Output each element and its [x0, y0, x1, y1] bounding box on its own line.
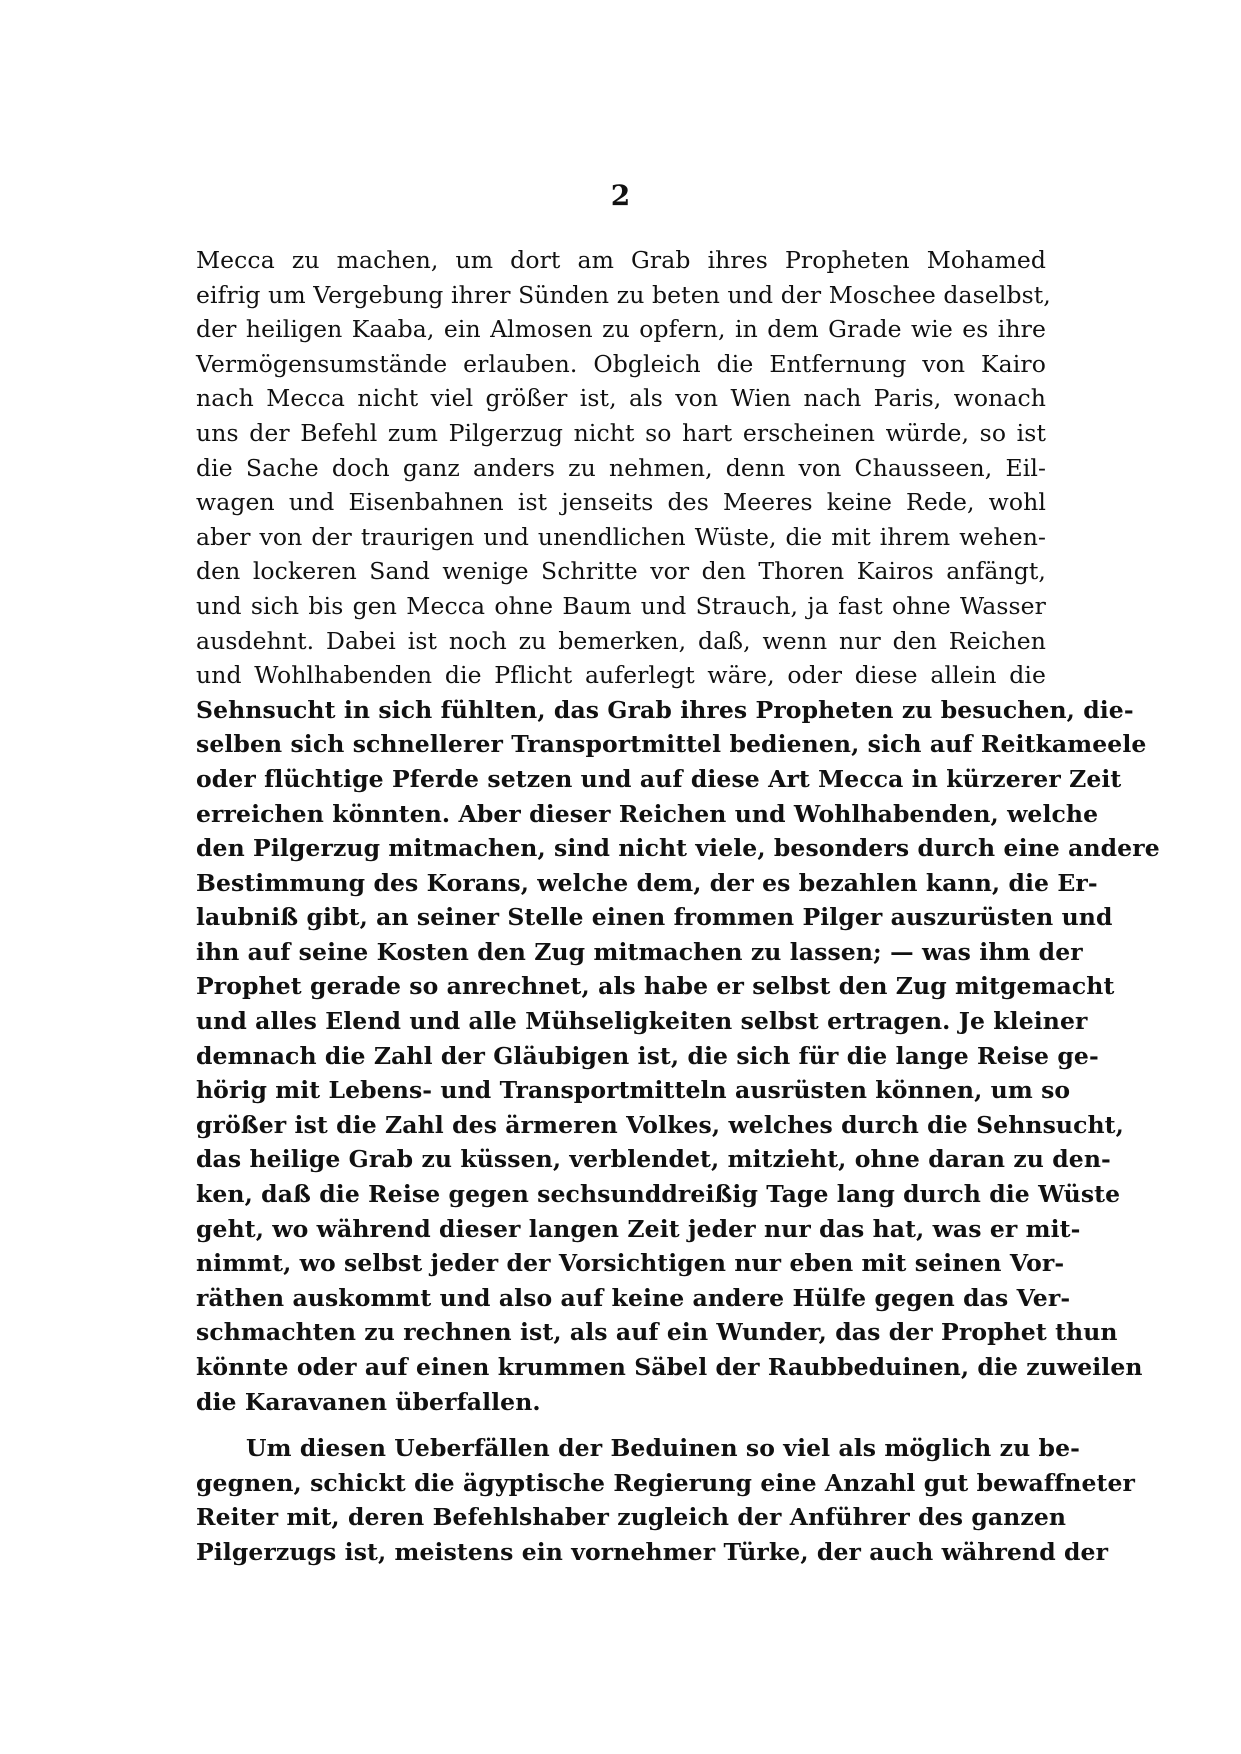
- text-line: laubniß gibt, an seiner Stelle einen frommen Pilger auszurüsten und: [196, 903, 1113, 932]
- paragraph-2: [196, 1431, 1136, 1569]
- text-line: ausdehnt. Dabei ist noch zu bemerken, daß, wenn nur den Reichen: [196, 626, 1046, 655]
- text-line: und Wohlhabenden die Pflicht auferlegt wäre, oder diese allein die: [196, 661, 1046, 690]
- text-line: größer ist die Zahl des ärmeren Volkes, welches durch die Sehnsucht,: [196, 1110, 1124, 1139]
- text-line: und sich bis gen Mecca ohne Baum und Strauch, ja fast ohne Wasser: [196, 591, 1046, 620]
- text-line: uns der Befehl zum Pilgerzug nicht so hart erscheinen würde, so ist: [196, 418, 1046, 447]
- text-line: nimmt, wo selbst jeder der Vorsichtigen nur eben mit seinen Vor-: [196, 1249, 1065, 1278]
- text-line: könnte oder auf einen krummen Säbel der Raubbeduinen, die zuweilen: [196, 1353, 1143, 1381]
- text-line: hörig mit Lebens- und Transportmitteln ausrüsten können, um so: [196, 1076, 1071, 1105]
- text-line: erreichen könnten. Aber dieser Reichen und Wohlhabenden, welche: [196, 799, 1099, 828]
- text-line: die Karavanen überfallen.: [196, 1387, 541, 1416]
- text-line: räthen auskommt und also auf keine andere Hülfe gegen das Ver-: [196, 1283, 1071, 1312]
- text-line: Reiter mit, deren Befehlshaber zugleich der Anführer des ganzen: [196, 1503, 1067, 1532]
- text-line: schmachten zu rechnen ist, als auf ein Wunder, das der Prophet thun: [196, 1318, 1118, 1347]
- text-line: nach Mecca nicht viel größer ist, als von Wien nach Paris, wonach: [196, 384, 1046, 413]
- text-line: oder flüchtige Pferde setzen und auf diese Art Mecca in kürzerer Zeit: [196, 764, 1122, 793]
- text-line: Bestimmung des Korans, welche dem, der es bezahlen kann, die Er-: [196, 868, 1098, 897]
- text-line: Mecca zu machen, um dort am Grab ihres Propheten Mohamed: [196, 246, 1046, 274]
- text-line: Um diesen Ueberfällen der Beduinen so viel als möglich zu be-: [246, 1434, 1080, 1462]
- text-line: geht, wo während dieser langen Zeit jeder nur das hat, was er mit-: [196, 1214, 1081, 1243]
- text-line: gegnen, schickt die ägyptische Regierung eine Anzahl gut bewaffneter: [196, 1468, 1136, 1497]
- text-line: der heiligen Kaaba, ein Almosen zu opfern, in dem Grade wie es ihre: [196, 315, 1046, 344]
- text-line: ihn auf seine Kosten den Zug mitmachen zu lassen; — was ihm der: [196, 937, 1083, 966]
- text-line: Vermögensumstände erlauben. Obgleich die Entfernung von Kairo: [196, 349, 1046, 378]
- text-line: aber von der traurigen und unendlichen Wüste, die mit ihrem wehen-: [196, 522, 1046, 551]
- text-line: Prophet gerade so anrechnet, als habe er selbst den Zug mitgemacht: [196, 972, 1115, 1001]
- text-line: den lockeren Sand wenige Schritte vor den Thoren Kairos anfängt,: [196, 557, 1046, 586]
- text-line: wagen und Eisenbahnen ist jenseits des Meeres keine Rede, wohl: [196, 488, 1046, 517]
- text-line: demnach die Zahl der Gläubigen ist, die sich für die lange Reise ge-: [196, 1041, 1099, 1070]
- text-line: Sehnsucht in sich fühlten, das Grab ihres Propheten zu besuchen, die-: [196, 695, 1134, 724]
- page-number: 2: [610, 179, 631, 212]
- text-line: eifrig um Vergebung ihrer Sünden zu beten und der Moschee daselbst,: [196, 280, 1051, 309]
- text-line: selben sich schnellerer Transportmittel bedienen, sich auf Reitkameele: [196, 730, 1147, 759]
- text-line: die Sache doch ganz anders zu nehmen, denn von Chausseen, Eil-: [196, 453, 1046, 482]
- text-line: ken, daß die Reise gegen sechsunddreißig Tage lang durch die Wüste: [196, 1180, 1121, 1209]
- text-line: den Pilgerzug mitmachen, sind nicht viele, besonders durch eine andere: [196, 834, 1160, 863]
- text-line: Pilgerzugs ist, meistens ein vornehmer Türke, der auch während der: [196, 1537, 1109, 1566]
- text-line: und alles Elend und alle Mühseligkeiten selbst ertragen. Je kleiner: [196, 1007, 1088, 1036]
- paragraph-1: [196, 243, 1160, 1419]
- text-line: das heilige Grab zu küssen, verblendet, mitzieht, ohne daran zu den-: [196, 1145, 1111, 1174]
